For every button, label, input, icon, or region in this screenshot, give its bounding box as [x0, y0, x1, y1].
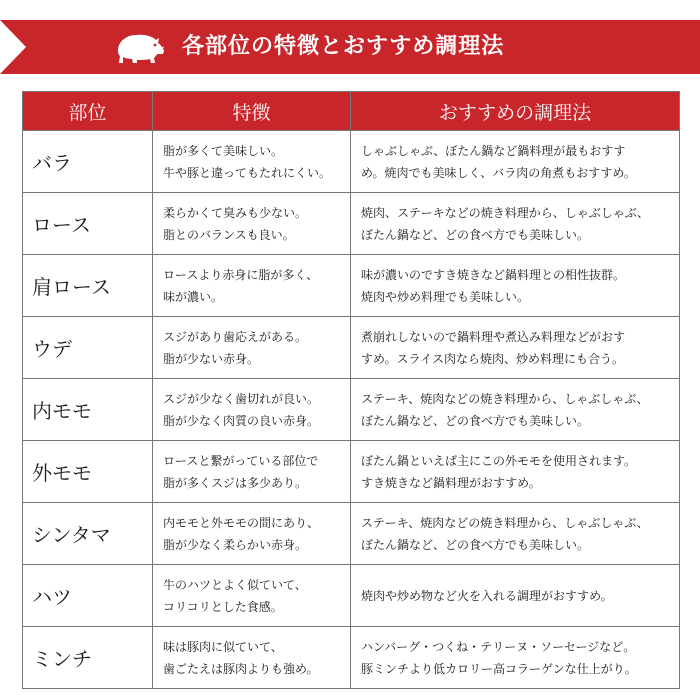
feature-line: 味が濃い。 [163, 289, 224, 304]
recipe-line: 焼肉、ステーキなどの焼き料理から、しゃぶしゃぶ、 [361, 205, 650, 220]
part-name: ハツ [23, 565, 153, 627]
recipe-cell [351, 131, 680, 193]
column-header-feature: 特徴 [153, 92, 351, 131]
recipe-line: め。焼肉でも美味しく、バラ肉の角煮もおすすめ。 [361, 165, 636, 180]
recipe-line: ぼたん鍋など、どの食べ方でも美味しい。 [361, 227, 590, 242]
recipe-line: 焼肉や炒め料理でも美味しい。 [361, 289, 530, 304]
table-header-row [23, 92, 680, 131]
recipe-line: しゃぶしゃぶ、ぼたん鍋など鍋料理が最もおすす [361, 143, 626, 158]
feature-line: 味は豚肉に似ていて、 [163, 639, 283, 654]
recipe-cell [351, 503, 680, 565]
feature-line: コリコリとした食感。 [163, 599, 283, 614]
boar-icon [114, 30, 166, 66]
recipe-cell [351, 255, 680, 317]
recipe-line: ハンバーグ・つくね・テリーヌ・ソーセージなど。 [361, 639, 636, 654]
feature-line: 脂が少ない赤身。 [163, 351, 260, 366]
feature-cell [153, 627, 351, 689]
part-name: ロース [23, 193, 153, 255]
table-row [23, 317, 680, 379]
feature-cell [153, 255, 351, 317]
feature-line: 柔らかくて臭みも少ない。 [163, 205, 308, 220]
recipe-cell [351, 441, 680, 503]
feature-line: 脂が少なく柔らかい赤身。 [163, 537, 308, 552]
feature-line: 脂が多くスジは多少あり。 [163, 475, 308, 490]
feature-cell [153, 193, 351, 255]
recipe-cell [351, 193, 680, 255]
part-name: 外モモ [23, 441, 153, 503]
feature-line: 脂が少なく肉質の良い赤身。 [163, 413, 320, 428]
title-banner [0, 20, 700, 74]
part-name: ウデ [23, 317, 153, 379]
recipe-line: ステーキ、焼肉などの焼き料理から、しゃぶしゃぶ、 [361, 515, 649, 530]
recipe-line: ぼたん鍋など、どの食べ方でも美味しい。 [361, 537, 590, 552]
table-row [23, 131, 680, 193]
recipe-cell [351, 379, 680, 441]
feature-line: ロースと繋がっている部位で [163, 453, 319, 468]
recipe-line: ぼたん鍋など、どの食べ方でも美味しい。 [361, 413, 590, 428]
feature-line: スジが少なく歯切れが良い。 [163, 391, 320, 406]
recipe-line: 豚ミンチより低カロリー高コラーゲンな仕上がり。 [361, 661, 637, 676]
recipe-line: ぼたん鍋といえば主にこの外モモを使用されます。 [361, 453, 637, 468]
page-title: 各部位の特徴とおすすめ調理法 [182, 34, 505, 59]
feature-line: 脂とのバランスも良い。 [163, 227, 295, 242]
feature-cell [153, 503, 351, 565]
table-row [23, 627, 680, 689]
feature-cell [153, 441, 351, 503]
feature-line: スジがあり歯応えがある。 [163, 329, 308, 344]
feature-cell [153, 317, 351, 379]
recipe-line: 味が濃いのですき焼きなど鍋料理との相性抜群。 [361, 267, 626, 282]
column-header-part: 部位 [23, 92, 153, 131]
table-row [23, 565, 680, 627]
table-row [23, 255, 680, 317]
feature-cell [153, 379, 351, 441]
part-name: ミンチ [23, 627, 153, 689]
feature-line: 牛のハツとよく似ていて、 [163, 577, 307, 592]
feature-line: 歯ごたえは豚肉よりも強め。 [163, 661, 319, 676]
recipe-line: すめ。スライス肉なら焼肉、炒め料理にも合う。 [361, 351, 625, 366]
part-name: シンタマ [23, 503, 153, 565]
feature-line: ロースより赤身に脂が多く、 [163, 267, 319, 282]
feature-cell [153, 565, 351, 627]
table-row [23, 503, 680, 565]
recipe-line: すき焼きなど鍋料理がおすすめ。 [361, 475, 541, 490]
recipe-line: 焼肉や炒め物など火を入れる調理がおすすめ。 [361, 588, 613, 603]
feature-line: 内モモと外モモの間にあり、 [163, 515, 320, 530]
table-row [23, 379, 680, 441]
table-row [23, 441, 680, 503]
recipe-cell [351, 627, 680, 689]
column-header-recipe: おすすめの調理法 [351, 92, 680, 131]
feature-line: 牛や豚と違ってもたれにくい。 [163, 165, 332, 180]
cooking-guide-table [22, 91, 680, 689]
recipe-cell [351, 565, 680, 627]
recipe-cell [351, 317, 680, 379]
recipe-line: ステーキ、焼肉などの焼き料理から、しゃぶしゃぶ、 [361, 391, 649, 406]
recipe-line: 煮崩れしないので鍋料理や煮込み料理などがおす [361, 329, 626, 344]
table-row [23, 193, 680, 255]
part-name: 内モモ [23, 379, 153, 441]
feature-line: 脂が多くて美味しい。 [163, 143, 284, 158]
feature-cell [153, 131, 351, 193]
part-name: バラ [23, 131, 153, 193]
part-name: 肩ロース [23, 255, 153, 317]
